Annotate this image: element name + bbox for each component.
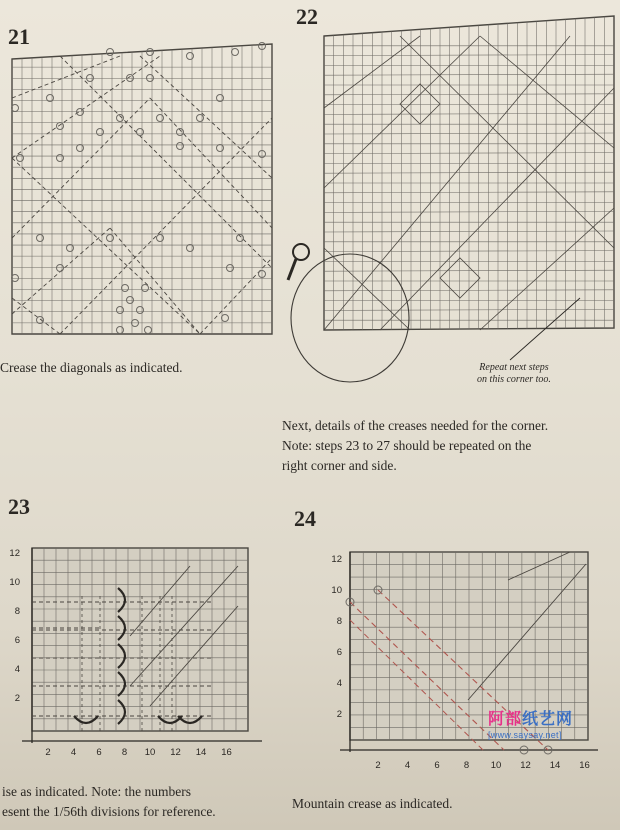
y-tick-label: 10 [331, 585, 342, 596]
x-tick-label: 2 [45, 747, 51, 758]
y-tick-label: 12 [331, 554, 342, 565]
crease-marker [107, 49, 114, 56]
crease-marker [187, 245, 194, 252]
crease-marker [122, 285, 129, 292]
y-tick-label: 2 [14, 693, 20, 704]
crease-line [480, 36, 614, 148]
step-22-repeat-note-line-1: Repeat next steps [479, 362, 549, 373]
crease-marker [145, 327, 152, 334]
step-23-number: 23 [8, 494, 30, 519]
x-tick-label: 12 [170, 747, 181, 758]
step-21-caption: Crease the diagonals as indicated. [0, 360, 183, 375]
step-22-caption [282, 416, 548, 476]
crease-marker [77, 109, 84, 116]
watermark [488, 706, 573, 740]
x-tick-label: 14 [195, 747, 207, 758]
diamond-crease [440, 258, 480, 298]
step-22-crease-diagram [280, 8, 620, 388]
y-tick-label: 8 [336, 616, 342, 627]
step-23-caption-line-1: ise as indicated. Note: the numbers [2, 784, 191, 799]
x-tick-label: 2 [375, 760, 381, 771]
y-tick-label: 12 [9, 548, 20, 559]
diamond-crease [400, 84, 440, 124]
x-tick-label: 14 [549, 760, 561, 771]
crease-marker [17, 155, 24, 162]
crease-marker [197, 115, 204, 122]
step-22-repeat-note [450, 362, 578, 386]
y-tick-label: 8 [14, 606, 20, 617]
crease-marker [217, 145, 224, 152]
crease-line [324, 36, 420, 108]
step-21-crease-diagram [0, 38, 280, 348]
diagonal-crease [12, 98, 150, 238]
crease-marker [177, 143, 184, 150]
crease-marker [37, 317, 44, 324]
y-tick-label: 4 [336, 678, 342, 689]
y-tick-label: 6 [336, 647, 342, 658]
crease-line [324, 248, 410, 330]
watermark-title-blue: 纸艺网 [522, 711, 574, 728]
crease-marker [222, 315, 229, 322]
crease-marker [187, 53, 194, 60]
step-23-caption [2, 782, 216, 822]
crease-marker [157, 235, 164, 242]
crease-line [400, 36, 614, 248]
crease-marker [57, 265, 64, 272]
step-22-repeat-note-line-2: on this corner too. [477, 374, 551, 385]
step-22-number: 22 [296, 4, 318, 29]
crease-marker [107, 235, 114, 242]
x-tick-label: 6 [96, 747, 102, 758]
diagonal-crease [12, 56, 160, 158]
step-24-caption: Mountain crease as indicated. [292, 796, 453, 811]
x-tick-label: 4 [70, 747, 77, 758]
step-22-caption-line-3: right corner and side. [282, 458, 397, 473]
diagonal-crease [150, 98, 272, 228]
crease-marker [67, 245, 74, 252]
step-23-caption-line-2: esent the 1/56th divisions for reference. [2, 804, 216, 819]
x-tick-label: 10 [144, 747, 156, 758]
crease-marker [232, 49, 239, 56]
x-tick-label: 6 [434, 760, 440, 771]
x-tick-label: 8 [121, 747, 128, 758]
crease-marker [97, 129, 104, 136]
crease-marker [57, 155, 64, 162]
crease-marker [157, 115, 164, 122]
crease-line [324, 36, 480, 188]
y-tick-label: 6 [14, 635, 20, 646]
x-tick-label: 8 [463, 760, 470, 771]
diagonal-crease [12, 298, 60, 334]
crease-marker [117, 307, 124, 314]
diagonal-crease [110, 228, 200, 334]
step-23-crease-diagram [0, 536, 275, 768]
x-tick-label: 16 [221, 747, 232, 758]
x-tick-label: 10 [490, 760, 502, 771]
magnifying-glass-icon [293, 244, 309, 260]
crease-marker [147, 49, 154, 56]
crease-marker [37, 235, 44, 242]
crease-marker [77, 145, 84, 152]
y-tick-label: 2 [336, 709, 342, 720]
step-21-number: 21 [8, 24, 30, 49]
x-tick-label: 16 [579, 760, 590, 771]
step-24-crease-diagram [318, 540, 600, 776]
x-tick-label: 12 [520, 760, 531, 771]
crease-marker [127, 297, 134, 304]
crease-marker [142, 285, 149, 292]
watermark-title-pink: 阿部 [488, 711, 523, 728]
magnifying-glass-handle [288, 259, 296, 280]
diagonal-crease [200, 258, 272, 334]
step-22-caption-line-2: Note: steps 23 to 27 should be repeated on the [282, 438, 532, 453]
crease-marker [137, 307, 144, 314]
x-tick-label: 4 [404, 760, 411, 771]
crease-marker [117, 327, 124, 334]
y-tick-label: 10 [9, 577, 20, 588]
crease-marker [227, 265, 234, 272]
step-22-caption-line-1: Next, details of the creases needed for the corner. [282, 418, 549, 433]
crease-marker [137, 129, 144, 136]
crease-line [480, 208, 614, 330]
crease-marker [57, 123, 64, 130]
y-tick-label: 4 [14, 664, 20, 675]
watermark-url: [www.saysay.net] [488, 730, 562, 740]
step-24-number: 24 [294, 506, 316, 531]
